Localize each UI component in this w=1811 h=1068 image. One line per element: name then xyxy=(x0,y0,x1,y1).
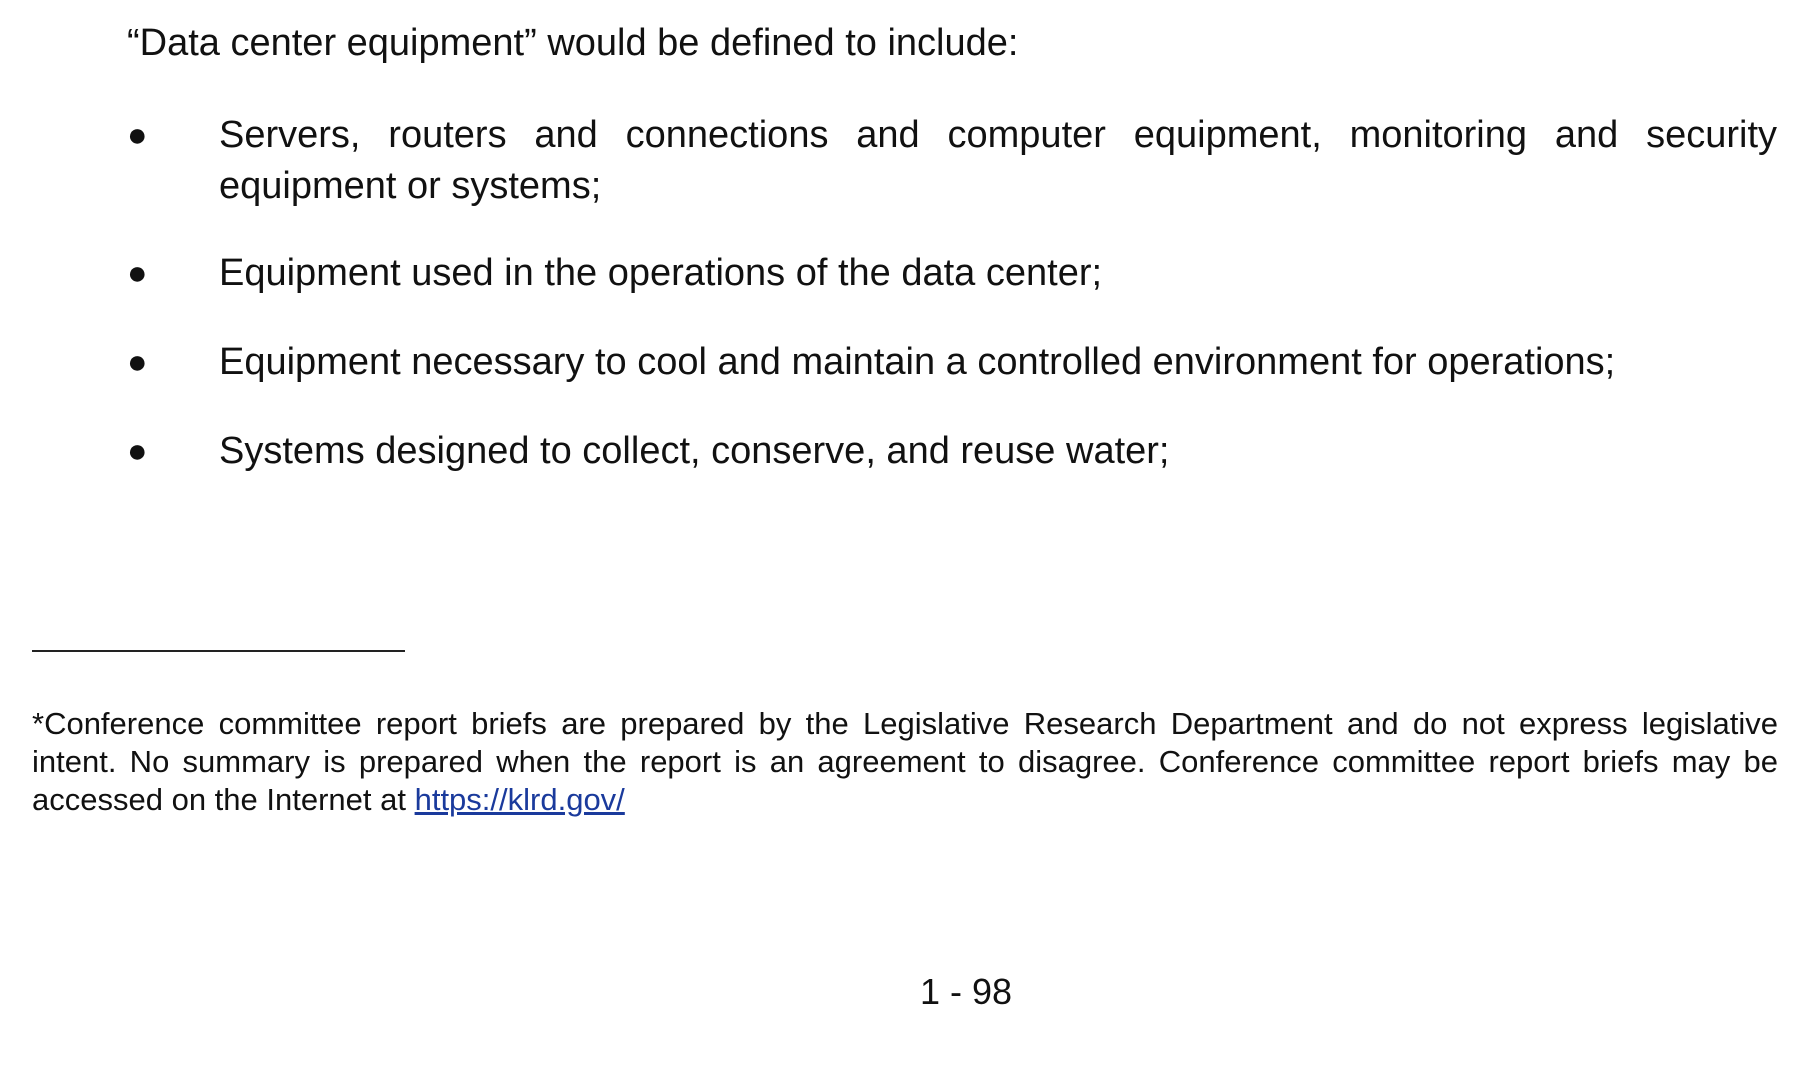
intro-text: “Data center equipment” would be defined to include: xyxy=(127,22,1019,64)
list-item xyxy=(127,110,1777,212)
list-item xyxy=(127,337,1777,388)
bullet-icon: ● xyxy=(127,432,148,470)
bullet-icon: ● xyxy=(127,254,148,292)
footnote-text: *Conference committee report briefs are prepared by the Legislative Research Department and do not express legislative intent. No summary is prepared when the report is an agreement to disagree. Conference committee report briefs may be accessed on the Internet at xyxy=(32,706,1778,817)
bullet-icon: ● xyxy=(127,343,148,381)
list-item-text: Equipment used in the operations of the data center; xyxy=(219,252,1103,294)
equipment-list xyxy=(127,110,1777,515)
bullet-icon: ● xyxy=(127,116,148,154)
list-item xyxy=(127,426,1777,477)
list-item xyxy=(127,248,1777,299)
footnote xyxy=(32,705,1778,819)
footnote-separator xyxy=(32,650,405,652)
list-item-text: Servers, routers and connections and computer equipment, monitoring and security equipment or systems; xyxy=(219,114,1777,207)
list-item-text: Equipment necessary to cool and maintain a controlled environment for operations; xyxy=(219,341,1616,383)
klrd-link[interactable]: https://klrd.gov/ xyxy=(414,782,625,817)
page-number: 1 - 98 xyxy=(919,971,1013,1012)
list-item-text: Systems designed to collect, conserve, and reuse water; xyxy=(219,430,1170,472)
